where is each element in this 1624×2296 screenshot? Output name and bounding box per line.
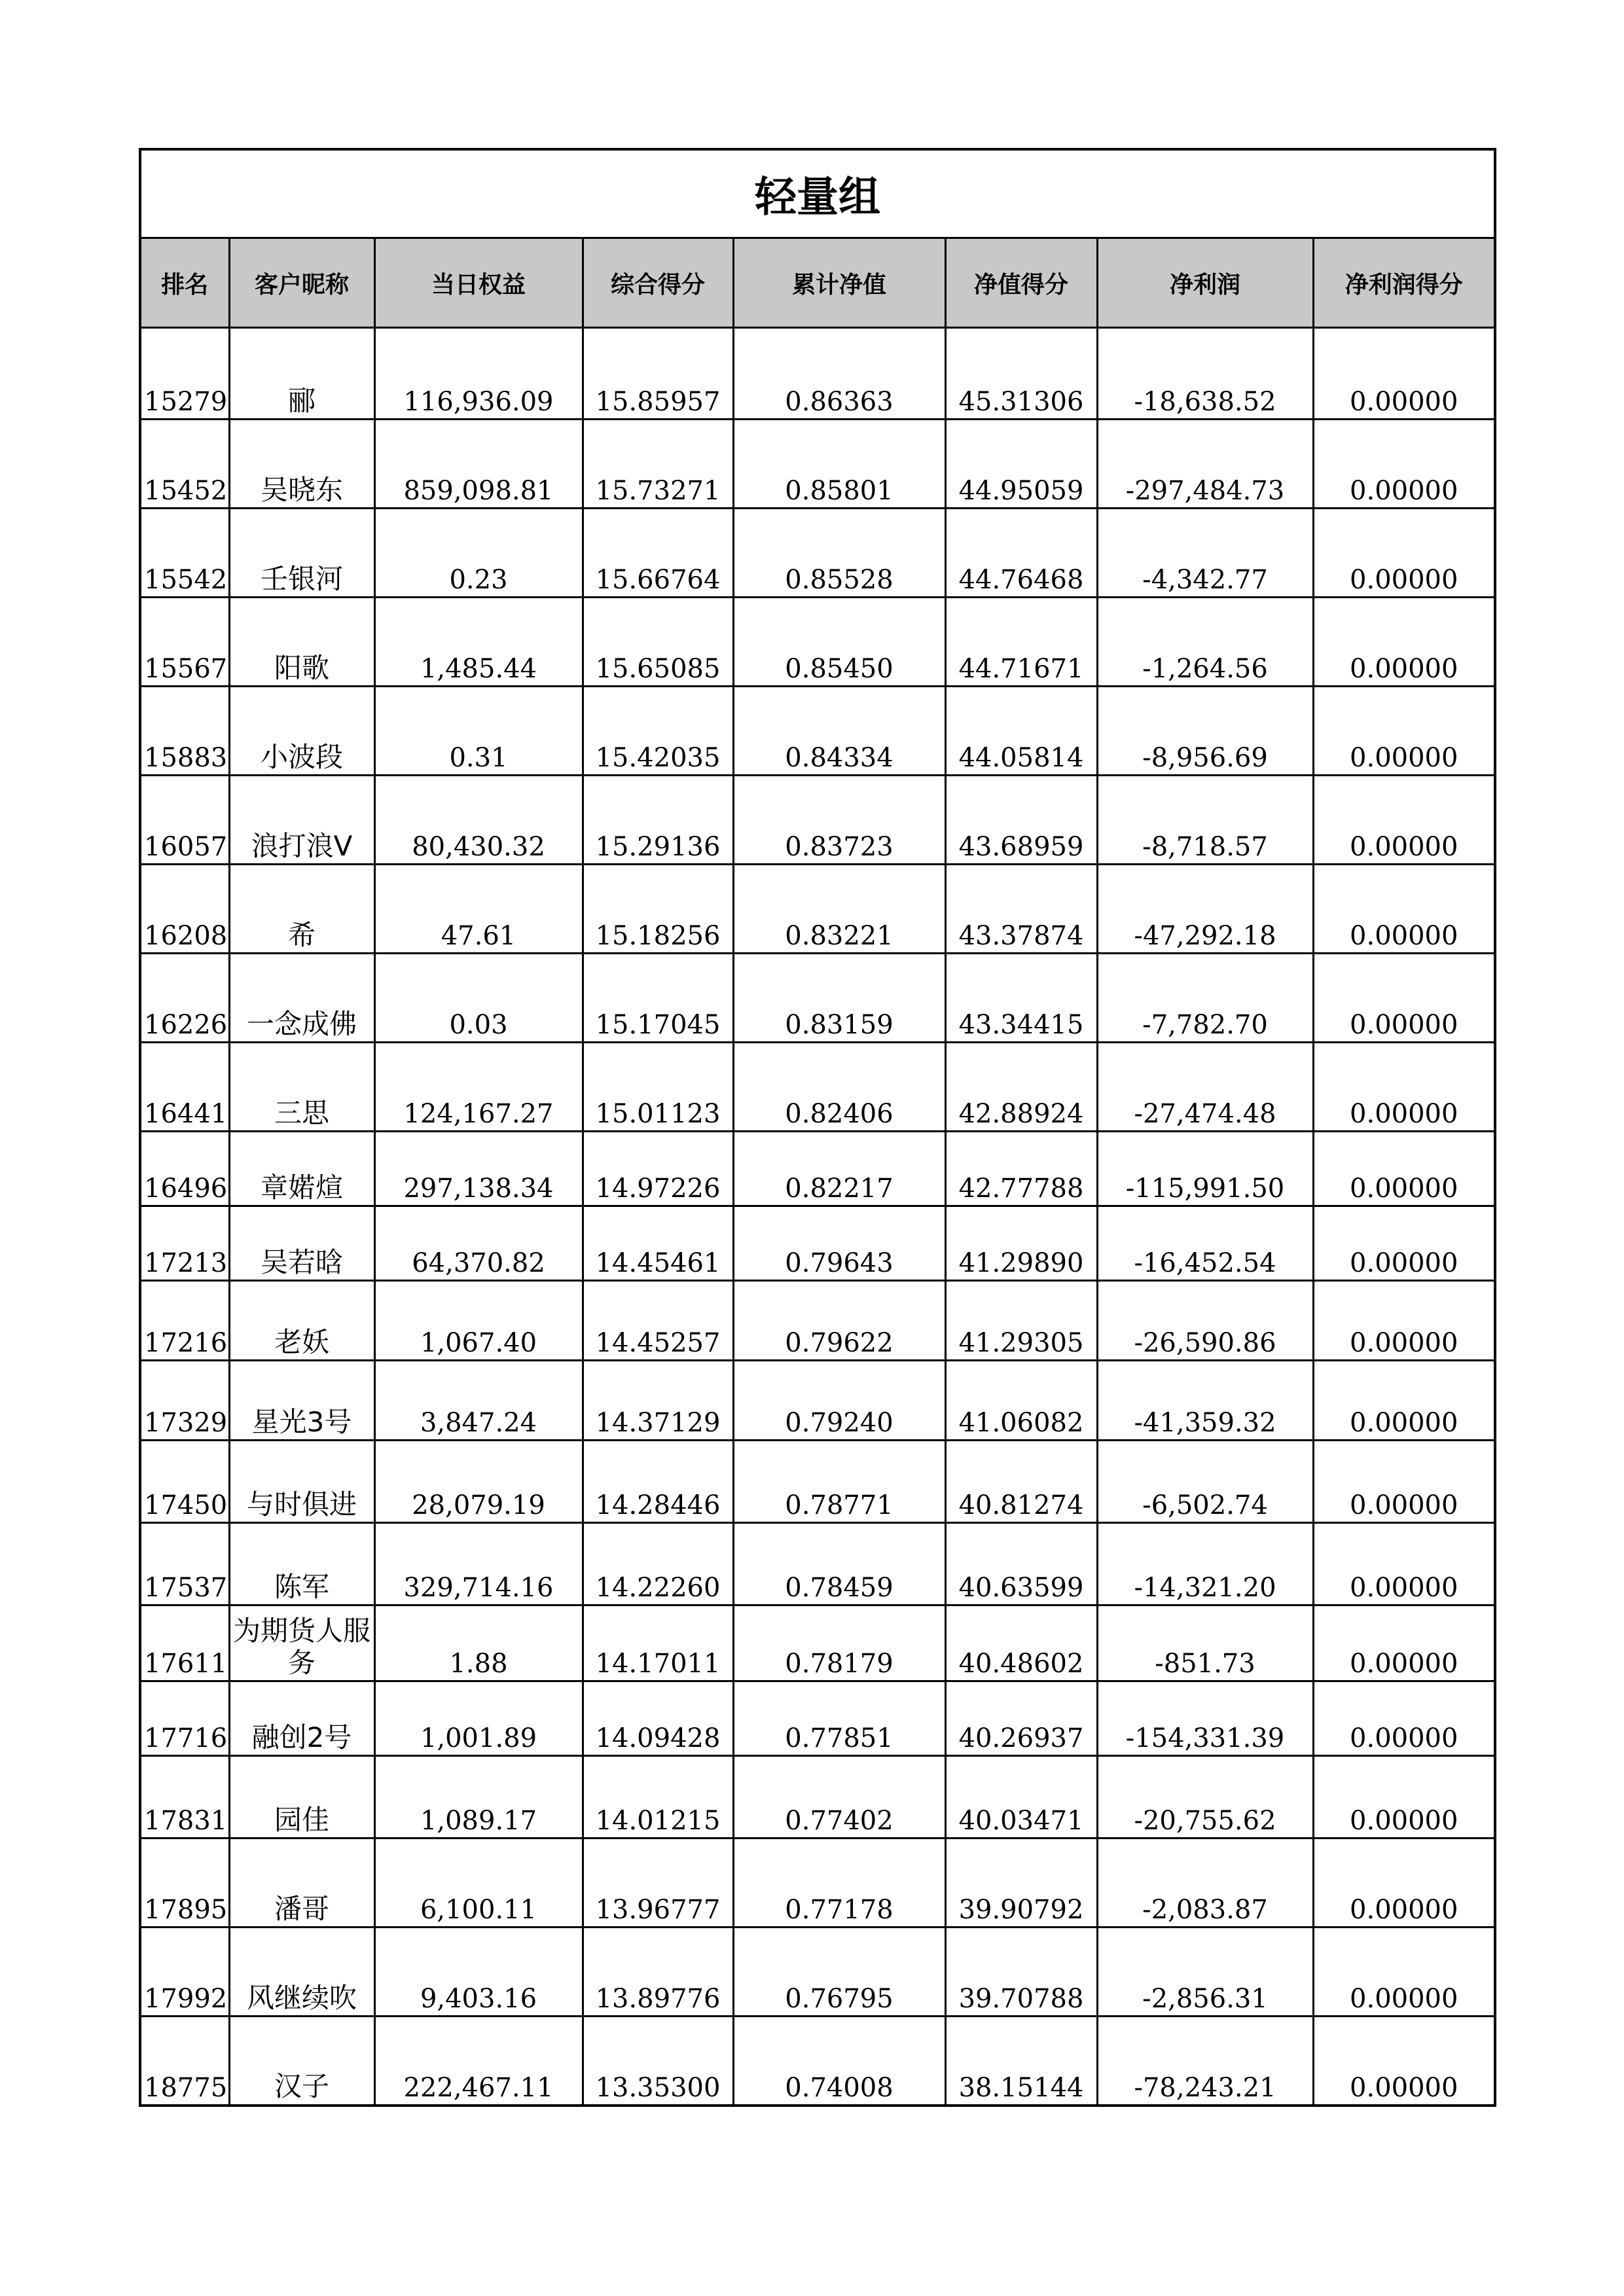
composite-score-cell: 15.65085 (583, 598, 733, 687)
nickname-cell: 陈军 (229, 1523, 374, 1605)
net-profit-score-cell: 0.00000 (1313, 1928, 1495, 2017)
equity-cell: 1.88 (374, 1605, 583, 1681)
composite-score-cell: 14.09428 (583, 1681, 733, 1756)
net-profit-score-cell: 0.00000 (1313, 598, 1495, 687)
table-row (140, 1361, 1495, 1441)
nav-cell: 0.85801 (733, 420, 945, 509)
table-body (140, 328, 1495, 2106)
equity-cell: 47.61 (374, 865, 583, 954)
nav-score-cell: 40.03471 (945, 1756, 1097, 1839)
net-profit-cell: -78,243.21 (1097, 2017, 1313, 2106)
net-profit-cell: -18,638.52 (1097, 328, 1313, 420)
net-profit-score-cell: 0.00000 (1313, 1206, 1495, 1281)
equity-cell: 80,430.32 (374, 776, 583, 865)
table-row (140, 1605, 1495, 1681)
net-profit-cell: -8,956.69 (1097, 687, 1313, 776)
net-profit-score-cell: 0.00000 (1313, 954, 1495, 1043)
ranking-table (139, 148, 1496, 2107)
header-net-profit-score: 净利润得分 (1313, 238, 1495, 328)
net-profit-cell: -27,474.48 (1097, 1043, 1313, 1132)
composite-score-cell: 15.66764 (583, 509, 733, 598)
table-row (140, 328, 1495, 420)
rank-cell: 16441 (140, 1043, 229, 1132)
rank-cell: 17831 (140, 1756, 229, 1839)
header-cumulative-nav: 累计净值 (733, 238, 945, 328)
rank-cell: 17450 (140, 1441, 229, 1523)
rank-cell: 15883 (140, 687, 229, 776)
equity-cell: 3,847.24 (374, 1361, 583, 1441)
nickname-cell: 浪打浪V (229, 776, 374, 865)
net-profit-cell: -154,331.39 (1097, 1681, 1313, 1756)
nickname-cell: 郦 (229, 328, 374, 420)
table-row (140, 2017, 1495, 2106)
nav-cell: 0.82217 (733, 1132, 945, 1206)
nav-score-cell: 39.70788 (945, 1928, 1097, 2017)
equity-cell: 28,079.19 (374, 1441, 583, 1523)
net-profit-cell: -297,484.73 (1097, 420, 1313, 509)
nickname-cell: 风继续吹 (229, 1928, 374, 2017)
table-row (140, 1523, 1495, 1605)
header-row (140, 238, 1495, 328)
table-row (140, 598, 1495, 687)
ranking-sheet (139, 148, 1494, 2111)
composite-score-cell: 15.17045 (583, 954, 733, 1043)
header-composite-score: 综合得分 (583, 238, 733, 328)
rank-cell: 17537 (140, 1523, 229, 1605)
title-row (140, 149, 1495, 238)
table-row (140, 1928, 1495, 2017)
composite-score-cell: 15.42035 (583, 687, 733, 776)
nickname-cell: 汉子 (229, 2017, 374, 2106)
net-profit-score-cell: 0.00000 (1313, 865, 1495, 954)
nickname-cell: 吴若晗 (229, 1206, 374, 1281)
nickname-cell: 三思 (229, 1043, 374, 1132)
net-profit-cell: -4,342.77 (1097, 509, 1313, 598)
nav-cell: 0.83221 (733, 865, 945, 954)
net-profit-score-cell: 0.00000 (1313, 776, 1495, 865)
nickname-cell: 希 (229, 865, 374, 954)
rank-cell: 15279 (140, 328, 229, 420)
net-profit-score-cell: 0.00000 (1313, 2017, 1495, 2106)
composite-score-cell: 13.89776 (583, 1928, 733, 2017)
equity-cell: 329,714.16 (374, 1523, 583, 1605)
nav-cell: 0.83159 (733, 954, 945, 1043)
nav-cell: 0.78771 (733, 1441, 945, 1523)
rank-cell: 15567 (140, 598, 229, 687)
nickname-cell: 星光3号 (229, 1361, 374, 1441)
nav-score-cell: 41.29890 (945, 1206, 1097, 1281)
nav-cell: 0.84334 (733, 687, 945, 776)
header-nickname: 客户昵称 (229, 238, 374, 328)
nav-score-cell: 39.90792 (945, 1839, 1097, 1928)
net-profit-score-cell: 0.00000 (1313, 1281, 1495, 1361)
composite-score-cell: 14.22260 (583, 1523, 733, 1605)
net-profit-score-cell: 0.00000 (1313, 1605, 1495, 1681)
nav-cell: 0.74008 (733, 2017, 945, 2106)
nav-score-cell: 44.71671 (945, 598, 1097, 687)
rank-cell: 16226 (140, 954, 229, 1043)
table-row (140, 954, 1495, 1043)
nickname-cell: 园佳 (229, 1756, 374, 1839)
net-profit-score-cell: 0.00000 (1313, 1361, 1495, 1441)
net-profit-score-cell: 0.00000 (1313, 1756, 1495, 1839)
net-profit-cell: -47,292.18 (1097, 865, 1313, 954)
rank-cell: 16208 (140, 865, 229, 954)
equity-cell: 1,485.44 (374, 598, 583, 687)
nav-cell: 0.79643 (733, 1206, 945, 1281)
net-profit-cell: -26,590.86 (1097, 1281, 1313, 1361)
table-row (140, 1681, 1495, 1756)
composite-score-cell: 15.18256 (583, 865, 733, 954)
composite-score-cell: 14.17011 (583, 1605, 733, 1681)
nav-score-cell: 43.34415 (945, 954, 1097, 1043)
net-profit-cell: -6,502.74 (1097, 1441, 1313, 1523)
table-row (140, 1043, 1495, 1132)
net-profit-score-cell: 0.00000 (1313, 1681, 1495, 1756)
composite-score-cell: 14.01215 (583, 1756, 733, 1839)
nav-cell: 0.82406 (733, 1043, 945, 1132)
net-profit-score-cell: 0.00000 (1313, 1132, 1495, 1206)
header-net-profit: 净利润 (1097, 238, 1313, 328)
composite-score-cell: 15.85957 (583, 328, 733, 420)
table-row (140, 1441, 1495, 1523)
nav-cell: 0.83723 (733, 776, 945, 865)
table-row (140, 1132, 1495, 1206)
nav-cell: 0.77851 (733, 1681, 945, 1756)
table-title: 轻量组 (140, 149, 1495, 238)
nickname-cell: 为期货人服务 (229, 1605, 374, 1681)
nickname-cell: 壬银河 (229, 509, 374, 598)
net-profit-score-cell: 0.00000 (1313, 1839, 1495, 1928)
rank-cell: 17895 (140, 1839, 229, 1928)
nav-cell: 0.77402 (733, 1756, 945, 1839)
rank-cell: 15542 (140, 509, 229, 598)
equity-cell: 0.03 (374, 954, 583, 1043)
table-row (140, 776, 1495, 865)
equity-cell: 124,167.27 (374, 1043, 583, 1132)
nav-score-cell: 44.05814 (945, 687, 1097, 776)
header-daily-equity: 当日权益 (374, 238, 583, 328)
rank-cell: 17216 (140, 1281, 229, 1361)
table-row (140, 509, 1495, 598)
nav-cell: 0.85528 (733, 509, 945, 598)
nav-score-cell: 42.77788 (945, 1132, 1097, 1206)
table-row (140, 1839, 1495, 1928)
nickname-cell: 章婼煊 (229, 1132, 374, 1206)
header-rank: 排名 (140, 238, 229, 328)
rank-cell: 17213 (140, 1206, 229, 1281)
composite-score-cell: 15.73271 (583, 420, 733, 509)
net-profit-cell: -41,359.32 (1097, 1361, 1313, 1441)
nav-cell: 0.79240 (733, 1361, 945, 1441)
nav-score-cell: 44.95059 (945, 420, 1097, 509)
nav-score-cell: 41.29305 (945, 1281, 1097, 1361)
net-profit-cell: -20,755.62 (1097, 1756, 1313, 1839)
nickname-cell: 老妖 (229, 1281, 374, 1361)
net-profit-cell: -14,321.20 (1097, 1523, 1313, 1605)
net-profit-cell: -7,782.70 (1097, 954, 1313, 1043)
nav-score-cell: 43.37874 (945, 865, 1097, 954)
equity-cell: 1,067.40 (374, 1281, 583, 1361)
rank-cell: 16496 (140, 1132, 229, 1206)
rank-cell: 16057 (140, 776, 229, 865)
equity-cell: 9,403.16 (374, 1928, 583, 2017)
rank-cell: 15452 (140, 420, 229, 509)
composite-score-cell: 14.28446 (583, 1441, 733, 1523)
composite-score-cell: 14.37129 (583, 1361, 733, 1441)
header-nav-score: 净值得分 (945, 238, 1097, 328)
rank-cell: 18775 (140, 2017, 229, 2106)
equity-cell: 6,100.11 (374, 1839, 583, 1928)
nav-cell: 0.85450 (733, 598, 945, 687)
table-row (140, 865, 1495, 954)
composite-score-cell: 13.96777 (583, 1839, 733, 1928)
nickname-cell: 小波段 (229, 687, 374, 776)
nav-cell: 0.78179 (733, 1605, 945, 1681)
rank-cell: 17716 (140, 1681, 229, 1756)
nickname-cell: 一念成佛 (229, 954, 374, 1043)
net-profit-score-cell: 0.00000 (1313, 420, 1495, 509)
net-profit-cell: -1,264.56 (1097, 598, 1313, 687)
net-profit-cell: -115,991.50 (1097, 1132, 1313, 1206)
net-profit-cell: -8,718.57 (1097, 776, 1313, 865)
nav-score-cell: 41.06082 (945, 1361, 1097, 1441)
equity-cell: 1,001.89 (374, 1681, 583, 1756)
composite-score-cell: 15.01123 (583, 1043, 733, 1132)
table-row (140, 420, 1495, 509)
equity-cell: 222,467.11 (374, 2017, 583, 2106)
net-profit-score-cell: 0.00000 (1313, 328, 1495, 420)
nav-score-cell: 45.31306 (945, 328, 1097, 420)
nav-score-cell: 44.76468 (945, 509, 1097, 598)
nickname-cell: 融创2号 (229, 1681, 374, 1756)
composite-score-cell: 14.45257 (583, 1281, 733, 1361)
nav-score-cell: 42.88924 (945, 1043, 1097, 1132)
composite-score-cell: 14.97226 (583, 1132, 733, 1206)
rank-cell: 17611 (140, 1605, 229, 1681)
composite-score-cell: 13.35300 (583, 2017, 733, 2106)
table-row (140, 1281, 1495, 1361)
net-profit-cell: -2,856.31 (1097, 1928, 1313, 2017)
equity-cell: 1,089.17 (374, 1756, 583, 1839)
net-profit-score-cell: 0.00000 (1313, 687, 1495, 776)
nickname-cell: 阳歌 (229, 598, 374, 687)
table-row (140, 687, 1495, 776)
equity-cell: 64,370.82 (374, 1206, 583, 1281)
composite-score-cell: 15.29136 (583, 776, 733, 865)
nickname-cell: 吴晓东 (229, 420, 374, 509)
nav-cell: 0.79622 (733, 1281, 945, 1361)
net-profit-score-cell: 0.00000 (1313, 509, 1495, 598)
rank-cell: 17329 (140, 1361, 229, 1441)
nav-score-cell: 40.48602 (945, 1605, 1097, 1681)
equity-cell: 297,138.34 (374, 1132, 583, 1206)
nav-cell: 0.76795 (733, 1928, 945, 2017)
table-row (140, 1756, 1495, 1839)
nav-score-cell: 38.15144 (945, 2017, 1097, 2106)
nav-cell: 0.86363 (733, 328, 945, 420)
nav-score-cell: 40.26937 (945, 1681, 1097, 1756)
net-profit-score-cell: 0.00000 (1313, 1523, 1495, 1605)
nickname-cell: 潘哥 (229, 1839, 374, 1928)
net-profit-score-cell: 0.00000 (1313, 1043, 1495, 1132)
net-profit-score-cell: 0.00000 (1313, 1441, 1495, 1523)
nickname-cell: 与时俱进 (229, 1441, 374, 1523)
nav-score-cell: 40.81274 (945, 1441, 1097, 1523)
nav-score-cell: 43.68959 (945, 776, 1097, 865)
composite-score-cell: 14.45461 (583, 1206, 733, 1281)
rank-cell: 17992 (140, 1928, 229, 2017)
nav-cell: 0.78459 (733, 1523, 945, 1605)
net-profit-cell: -16,452.54 (1097, 1206, 1313, 1281)
table-row (140, 1206, 1495, 1281)
equity-cell: 116,936.09 (374, 328, 583, 420)
equity-cell: 0.31 (374, 687, 583, 776)
equity-cell: 859,098.81 (374, 420, 583, 509)
net-profit-cell: -2,083.87 (1097, 1839, 1313, 1928)
nav-score-cell: 40.63599 (945, 1523, 1097, 1605)
nav-cell: 0.77178 (733, 1839, 945, 1928)
equity-cell: 0.23 (374, 509, 583, 598)
net-profit-cell: -851.73 (1097, 1605, 1313, 1681)
